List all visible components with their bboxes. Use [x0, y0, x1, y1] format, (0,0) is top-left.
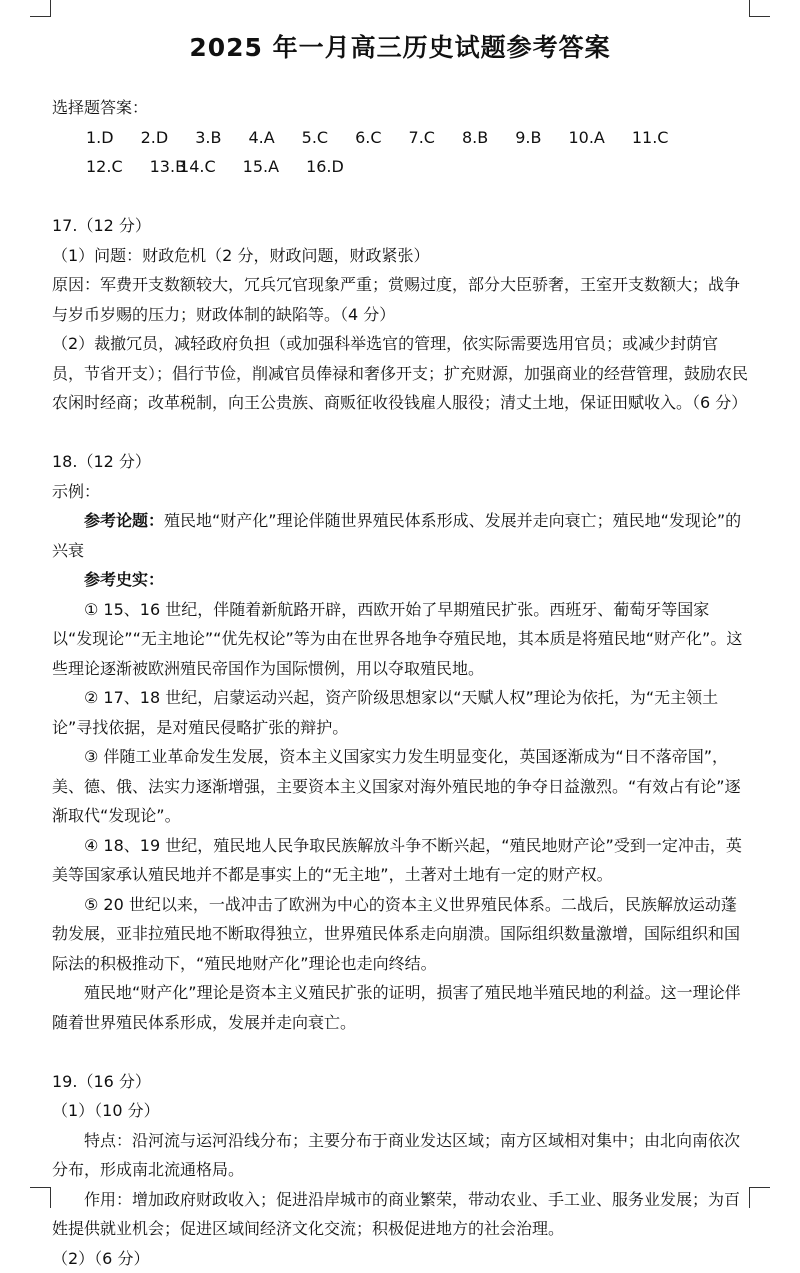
mc-answer: 6.C [355, 123, 381, 153]
page-title: 2025 年一月高三历史试题参考答案 [0, 28, 800, 64]
mc-answer: 3.B [195, 123, 221, 153]
crop-mark-bottom-right [749, 1187, 770, 1208]
q18-thesis [52, 506, 748, 565]
crop-mark-top-right [749, 0, 770, 17]
mc-answer: 10.A [568, 123, 604, 153]
mc-answer: 15.A [243, 152, 279, 182]
mc-answer: 8.B [462, 123, 488, 153]
answer-content [52, 93, 748, 1273]
q18-example-label: 示例： [52, 477, 748, 507]
mc-answer: 2.D [141, 123, 169, 153]
crop-mark-bottom-left [30, 1187, 51, 1208]
q19-features: 特点：沿河流与运河沿线分布；主要分布于商业发达区域；南方区域相对集中；由北向南依次分布，形成南北流通格局。 [52, 1126, 748, 1185]
q18-conclusion: 殖民地“财产化”理论是资本主义殖民扩张的证明，损害了殖民地半殖民地的利益。这一理论伴随着世界殖民体系形成，发展并走向衰亡。 [52, 978, 748, 1037]
mc-heading: 选择题答案： [52, 93, 748, 123]
q18-fact-4: ④ 18、19 世纪，殖民地人民争取民族解放斗争不断兴起，“殖民地财产论”受到一定冲击，英美等国家承认殖民地并不都是事实上的“无主地”，土著对土地有一定的财产权。 [52, 831, 748, 890]
mc-answers [52, 123, 748, 182]
q19-effects: 作用：增加政府财政收入；促进沿岸城市的商业繁荣，带动农业、手工业、服务业发展；为百姓提供就业机会；促进区域间经济文化交流；积极促进地方的社会治理。 [52, 1185, 748, 1244]
mc-answer: 12.C [86, 152, 123, 182]
mc-answer: 13.B [150, 152, 186, 182]
mc-answer: 9.B [515, 123, 541, 153]
q17-part1: （1）问题：财政危机（2 分，财政问题，财政紧张） [52, 241, 748, 271]
mc-answer: 4.A [248, 123, 274, 153]
mc-answer: 1.D [86, 123, 114, 153]
q18-header: 18.（12 分） [52, 447, 748, 477]
q19-part1: （1）（10 分） [52, 1096, 748, 1126]
q18-fact-3: ③ 伴随工业革命发生发展，资本主义国家实力发生明显变化，英国逐渐成为“日不落帝国”，美、德、俄、法实力逐渐增强，主要资本主义国家对海外殖民地的争夺日益激烈。“有效占有论”逐渐取代“发现论”。 [52, 742, 748, 831]
mc-answer: 7.C [409, 123, 435, 153]
crop-mark-top-left [30, 0, 51, 17]
q17-reasons: 原因：军费开支数额较大，冗兵冗官现象严重；赏赐过度，部分大臣骄奢，王室开支数额大；战争与岁币岁赐的压力；财政体制的缺陷等。（4 分） [52, 270, 748, 329]
mc-answer: 16.D [306, 152, 344, 182]
mc-answer: 11.C [632, 123, 669, 153]
q19-header: 19.（16 分） [52, 1067, 748, 1097]
q18-facts-label: 参考史实： [52, 565, 748, 595]
q19-part2: （2）（6 分） [52, 1244, 748, 1273]
q17-header: 17.（12 分） [52, 211, 748, 241]
q18-fact-2: ② 17、18 世纪，启蒙运动兴起，资产阶级思想家以“天赋人权”理论为依托，为“无主领土论”寻找依据，是对殖民侵略扩张的辩护。 [52, 683, 748, 742]
mc-answer: 14.C [179, 152, 216, 182]
q18-fact-1: ① 15、16 世纪，伴随着新航路开辟，西欧开始了早期殖民扩张。西班牙、葡萄牙等国家以“发现论”“无主地论”“优先权论”等为由在世界各地争夺殖民地，其本质是将殖民地“财产化”。这些理论逐渐被欧洲殖民帝国作为国际惯例，用以夺取殖民地。 [52, 595, 748, 684]
mc-answer: 5.C [302, 123, 328, 153]
q17-part2: （2）裁撤冗员，减轻政府负担（或加强科举选官的管理，依实际需要选用官员；或减少封荫官员，节省开支）；倡行节俭，削减官员俸禄和奢侈开支；扩充财源，加强商业的经营管理，鼓励农民农闲时经商；改革税制，向王公贵族、商贩征收役钱雇人服役；清丈土地，保证田赋收入。（6 分） [52, 329, 748, 418]
thesis-label: 参考论题： [84, 511, 164, 530]
thesis-text: 殖民地“财产化”理论伴随世界殖民体系形成、发展并走向衰亡；殖民地“发现论”的兴衰 [52, 511, 741, 560]
q18-fact-5: ⑤ 20 世纪以来，一战冲击了欧洲为中心的资本主义世界殖民体系。二战后，民族解放运动蓬勃发展，亚非拉殖民地不断取得独立，世界殖民体系走向崩溃。国际组织数量激增，国际组织和国际法的积极推动下，“殖民地财产化”理论也走向终结。 [52, 890, 748, 979]
